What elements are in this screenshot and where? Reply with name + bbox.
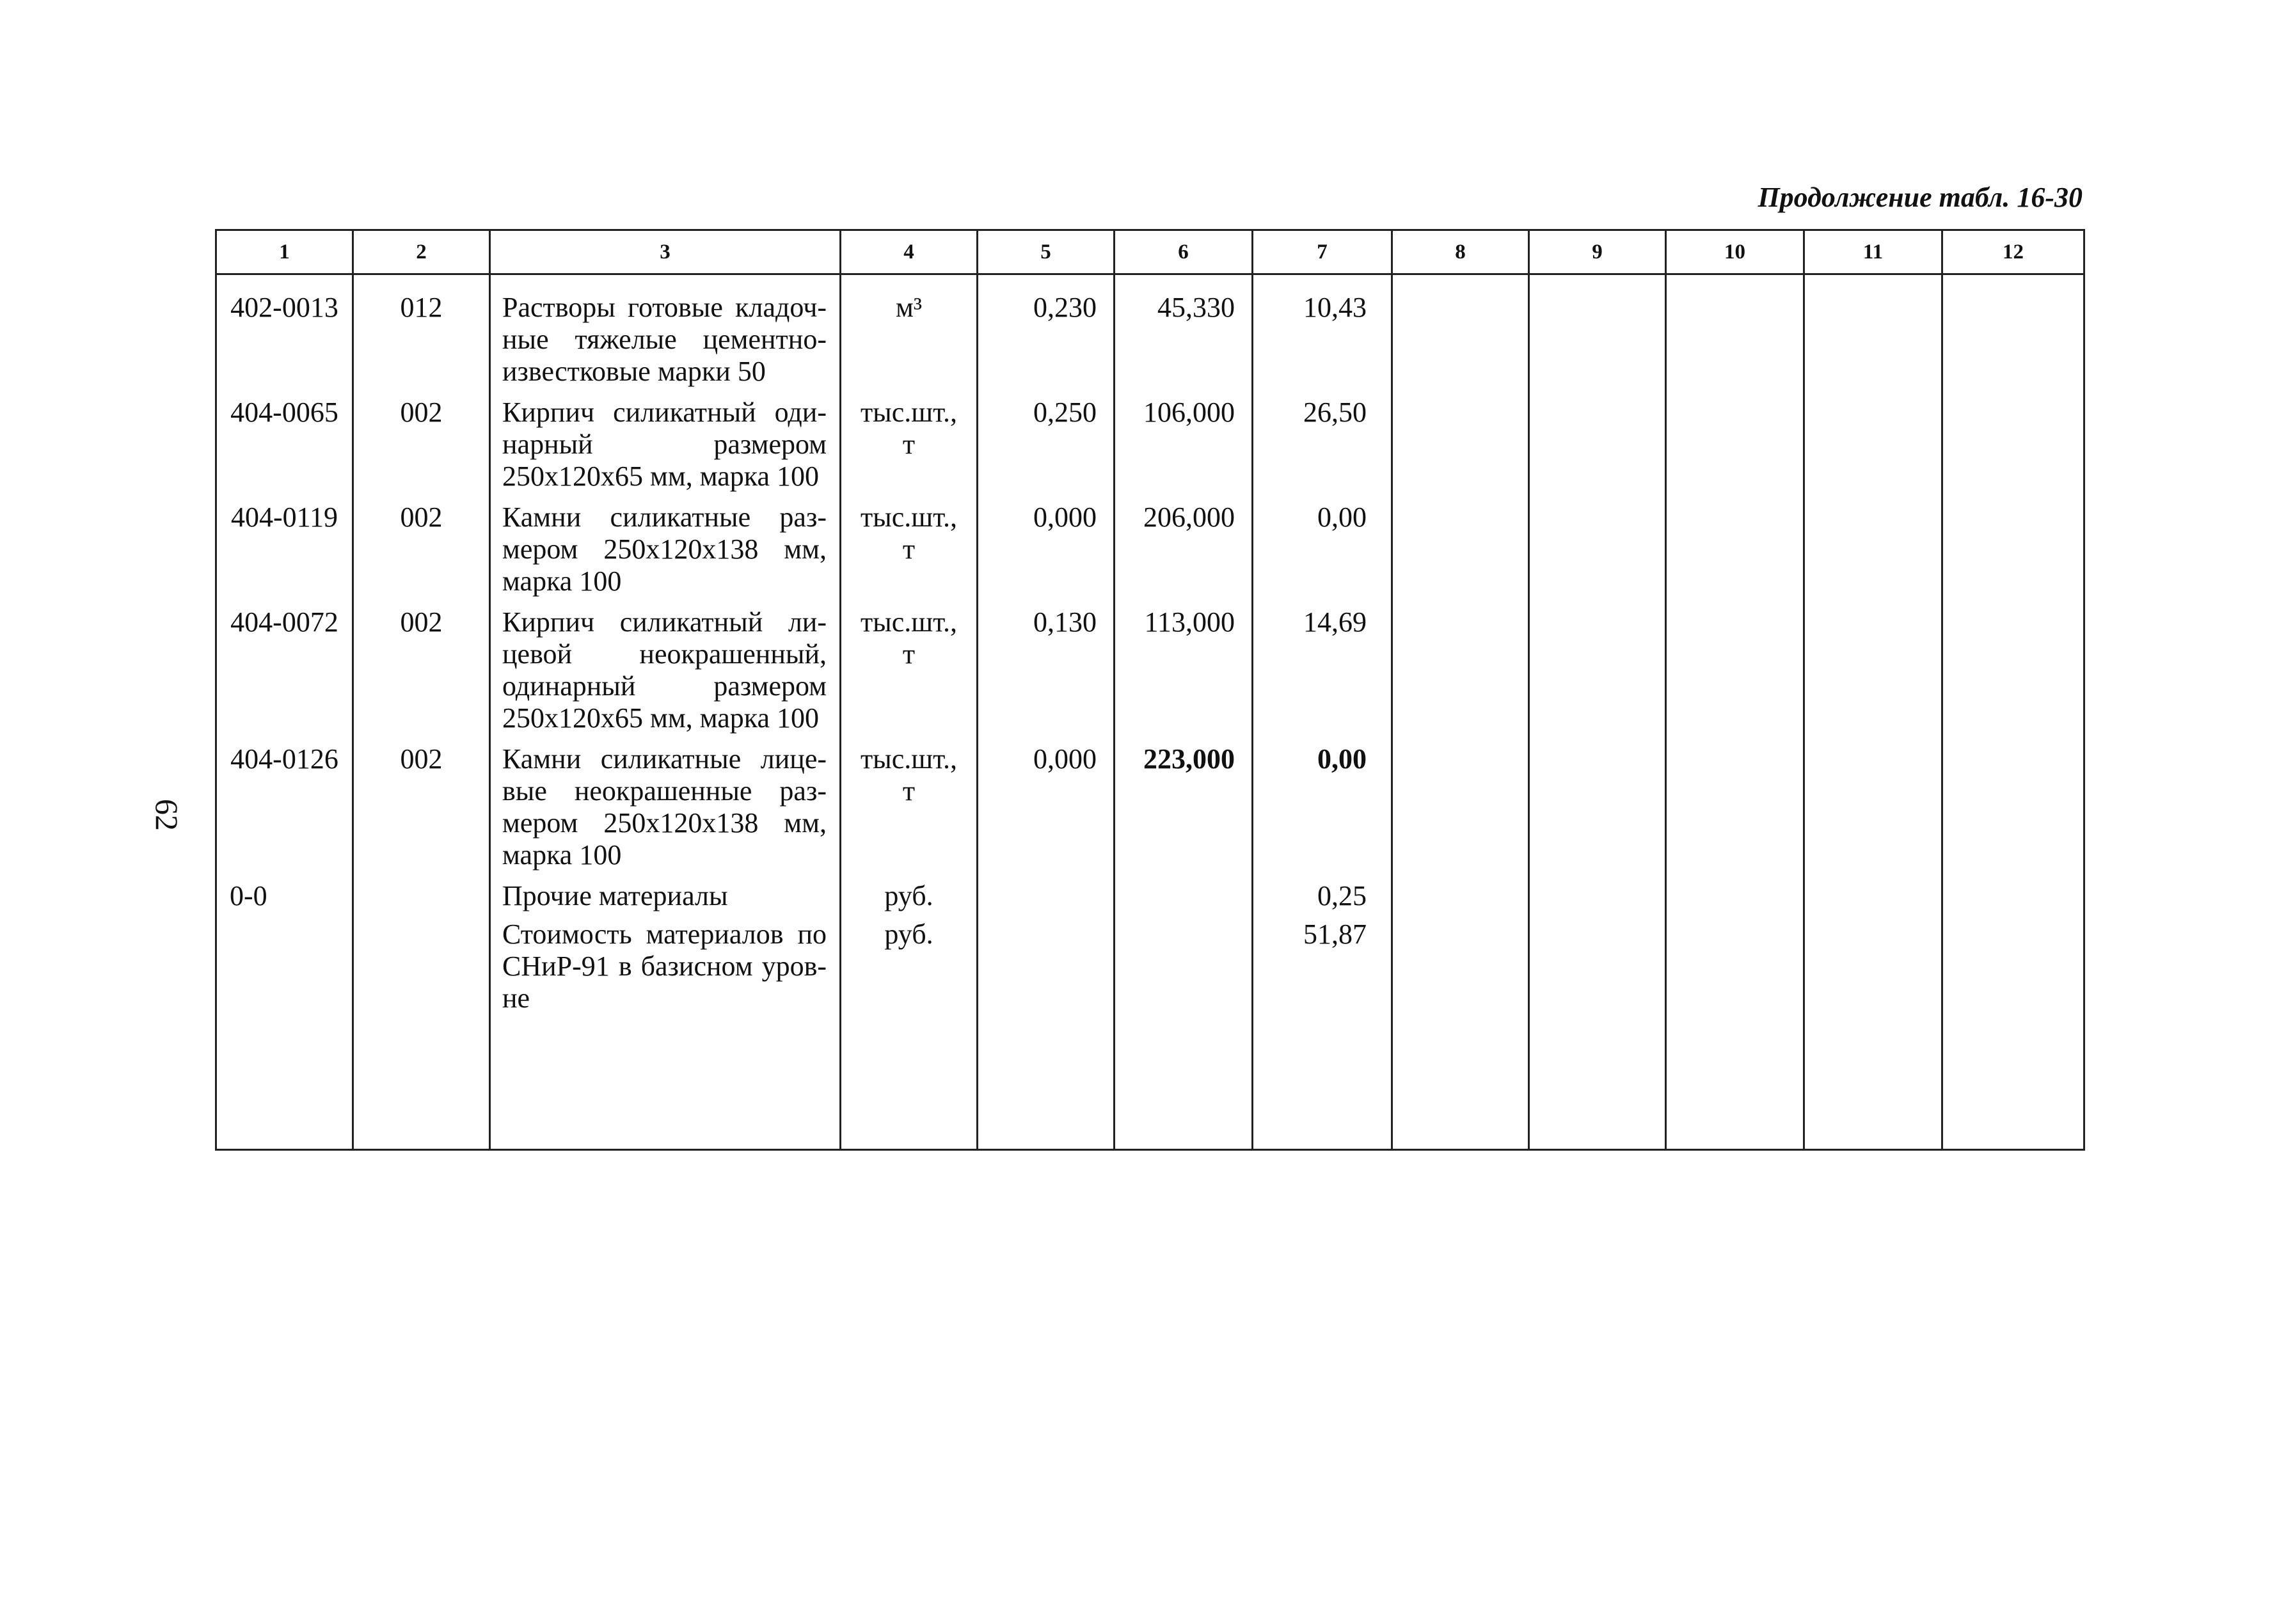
- unit-line: т: [902, 429, 916, 460]
- cell-number: [353, 918, 490, 1150]
- cell-unit: [841, 606, 978, 743]
- cell-empty: [1666, 501, 1804, 606]
- column-header: 3: [490, 230, 841, 274]
- cell-empty: [1392, 880, 1529, 918]
- cell-name: [490, 743, 841, 880]
- cell-empty: [1804, 743, 1942, 880]
- cell-empty: [1392, 397, 1529, 501]
- cell-empty: [1942, 606, 2084, 743]
- cell-empty: [1942, 501, 2084, 606]
- name-line: марка 100: [502, 839, 622, 871]
- cell-code: 0-0: [216, 880, 353, 918]
- cell-unit: [841, 274, 978, 397]
- cell-name: [490, 501, 841, 606]
- cell-empty: [1529, 501, 1666, 606]
- name-line: одинарный размером: [502, 670, 827, 702]
- name-line: Растворы готовые кладоч-: [502, 292, 827, 323]
- cell-empty: [1392, 606, 1529, 743]
- name-line: СНиР-91 в базисном уров-: [502, 950, 827, 982]
- cell-quantity: 0,000: [978, 743, 1115, 880]
- name-line: не: [502, 982, 530, 1014]
- cell-quantity: 0,230: [978, 274, 1115, 397]
- unit-line: руб.: [884, 880, 933, 911]
- materials-table: [215, 229, 2085, 1151]
- cell-empty: [1666, 743, 1804, 880]
- cell-empty: [1529, 274, 1666, 397]
- cell-quantity: [978, 880, 1115, 918]
- cell-empty: [1804, 397, 1942, 501]
- name-line: марка 100: [502, 565, 622, 597]
- cell-name: [490, 606, 841, 743]
- table-caption: Продолжение табл. 16-30: [1758, 182, 2083, 213]
- cell-price: [1115, 880, 1253, 918]
- cell-name: [490, 918, 841, 1150]
- cell-empty: [1529, 397, 1666, 501]
- cell-number: 002: [353, 501, 490, 606]
- cell-quantity: 0,000: [978, 501, 1115, 606]
- table-header-row: [216, 230, 2084, 274]
- cell-price: 113,000: [1115, 606, 1253, 743]
- name-line: Камни силикатные раз-: [502, 501, 827, 533]
- cell-number: 002: [353, 743, 490, 880]
- cell-price: 223,000: [1115, 743, 1253, 880]
- cell-empty: [1804, 274, 1942, 397]
- unit-line: тыс.шт.,: [860, 501, 958, 533]
- cell-empty: [1529, 606, 1666, 743]
- cell-empty: [1392, 501, 1529, 606]
- column-header: 7: [1253, 230, 1392, 274]
- unit-line: тыс.шт.,: [860, 743, 958, 775]
- unit-line: т: [902, 533, 916, 565]
- cell-code: [216, 918, 353, 1150]
- name-line: известковые марки 50: [502, 356, 766, 387]
- cell-code: 402-0013: [216, 274, 353, 397]
- name-line: цевой неокрашенный,: [502, 638, 827, 670]
- cell-empty: [1942, 880, 2084, 918]
- cell-empty: [1666, 274, 1804, 397]
- cell-quantity: [978, 918, 1115, 1150]
- table-row: [216, 501, 2084, 606]
- cell-unit: [841, 397, 978, 501]
- cell-price: 206,000: [1115, 501, 1253, 606]
- cell-unit: [841, 743, 978, 880]
- cell-name: [490, 880, 841, 918]
- column-header: 2: [353, 230, 490, 274]
- name-line: нарный размером: [502, 429, 827, 460]
- cell-empty: [1804, 918, 1942, 1150]
- cell-unit: [841, 918, 978, 1150]
- table-row: [216, 274, 2084, 397]
- cell-number: 002: [353, 397, 490, 501]
- cell-unit: [841, 880, 978, 918]
- cell-quantity: 0,250: [978, 397, 1115, 501]
- cell-empty: [1666, 918, 1804, 1150]
- name-line: 250x120x65 мм, марка 100: [502, 461, 819, 492]
- cell-empty: [1942, 397, 2084, 501]
- cell-empty: [1942, 918, 2084, 1150]
- cell-quantity: 0,130: [978, 606, 1115, 743]
- cell-unit: [841, 501, 978, 606]
- name-line: ные тяжелые цементно-: [502, 324, 827, 355]
- name-line: Кирпич силикатный ли-: [502, 606, 827, 638]
- column-header: 8: [1392, 230, 1529, 274]
- cell-empty: [1529, 880, 1666, 918]
- column-header: 5: [978, 230, 1115, 274]
- name-line: Прочие материалы: [502, 880, 728, 911]
- unit-line: тыс.шт.,: [860, 606, 958, 638]
- cell-total: 14,69: [1253, 606, 1392, 743]
- cell-number: 012: [353, 274, 490, 397]
- cell-total: 51,87: [1253, 918, 1392, 1150]
- cell-empty: [1666, 880, 1804, 918]
- column-header: 12: [1942, 230, 2084, 274]
- cell-price: 106,000: [1115, 397, 1253, 501]
- cell-total: 0,00: [1253, 501, 1392, 606]
- unit-line: т: [902, 775, 916, 807]
- cell-empty: [1942, 274, 2084, 397]
- unit-line: руб.: [884, 918, 933, 950]
- cell-code: 404-0065: [216, 397, 353, 501]
- cell-empty: [1804, 501, 1942, 606]
- cell-total: 26,50: [1253, 397, 1392, 501]
- page-number: 62: [149, 799, 185, 831]
- column-header: 4: [841, 230, 978, 274]
- name-line: 250x120x65 мм, марка 100: [502, 702, 819, 734]
- column-header: 11: [1804, 230, 1942, 274]
- cell-price: 45,330: [1115, 274, 1253, 397]
- cell-empty: [1529, 743, 1666, 880]
- cell-number: 002: [353, 606, 490, 743]
- table-row: [216, 743, 2084, 880]
- cell-total: 10,43: [1253, 274, 1392, 397]
- cell-empty: [1529, 918, 1666, 1150]
- column-header: 6: [1115, 230, 1253, 274]
- cell-code: 404-0126: [216, 743, 353, 880]
- table-row: [216, 918, 2084, 1150]
- name-line: Камни силикатные лице-: [502, 743, 827, 775]
- table-row: [216, 397, 2084, 501]
- cell-empty: [1804, 606, 1942, 743]
- cell-total: 0,00: [1253, 743, 1392, 880]
- cell-code: 404-0119: [216, 501, 353, 606]
- cell-code: 404-0072: [216, 606, 353, 743]
- cell-empty: [1392, 918, 1529, 1150]
- unit-line: тыс.шт.,: [860, 397, 958, 428]
- table-row: [216, 880, 2084, 918]
- cell-empty: [1666, 397, 1804, 501]
- unit-line: м³: [895, 292, 923, 323]
- name-line: мером 250x120x138 мм,: [502, 533, 827, 565]
- cell-empty: [1392, 743, 1529, 880]
- name-line: вые неокрашенные раз-: [502, 775, 827, 807]
- cell-total: 0,25: [1253, 880, 1392, 918]
- name-line: мером 250x120x138 мм,: [502, 807, 827, 839]
- name-line: Стоимость материалов по: [502, 918, 827, 950]
- cell-empty: [1804, 880, 1942, 918]
- cell-name: [490, 274, 841, 397]
- cell-empty: [1942, 743, 2084, 880]
- cell-empty: [1666, 606, 1804, 743]
- table-row: [216, 606, 2084, 743]
- unit-line: т: [902, 638, 916, 670]
- column-header: 1: [216, 230, 353, 274]
- cell-name: [490, 397, 841, 501]
- cell-number: [353, 880, 490, 918]
- name-line: Кирпич силикатный оди-: [502, 397, 827, 428]
- column-header: 10: [1666, 230, 1804, 274]
- column-header: 9: [1529, 230, 1666, 274]
- cell-price: [1115, 918, 1253, 1150]
- cell-empty: [1392, 274, 1529, 397]
